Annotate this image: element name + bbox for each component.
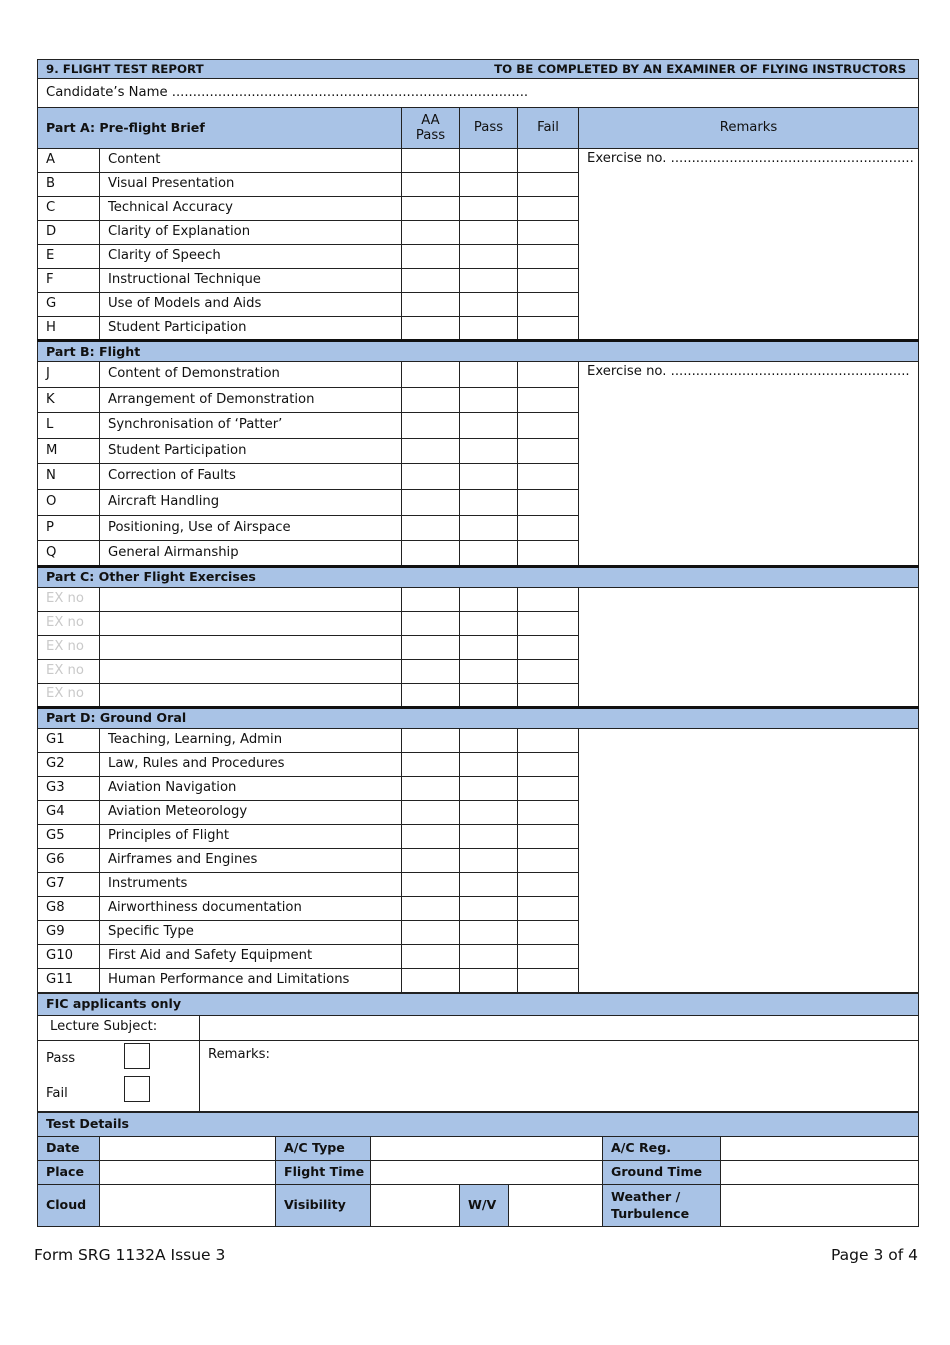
pass-cell[interactable] xyxy=(460,611,518,635)
fail-cell[interactable] xyxy=(518,896,579,920)
fail-cell[interactable] xyxy=(518,387,579,413)
item-code: H xyxy=(38,317,100,341)
aa-pass-cell[interactable] xyxy=(402,920,460,944)
item-label[interactable] xyxy=(100,659,402,683)
aa-pass-cell[interactable] xyxy=(402,848,460,872)
item-label: Specific Type xyxy=(100,920,402,944)
item-label: Synchronisation of ‘Patter’ xyxy=(100,413,402,439)
fail-cell[interactable] xyxy=(518,438,579,464)
part-d-header xyxy=(38,707,919,728)
candidate-name-field[interactable]: Candidate’s Name ..................................................................................... xyxy=(38,79,919,108)
item-code: G7 xyxy=(38,872,100,896)
fail-cell[interactable] xyxy=(518,659,579,683)
aa-pass-cell[interactable] xyxy=(402,149,460,173)
fail-cell[interactable] xyxy=(518,752,579,776)
item-code: EX no xyxy=(38,683,100,707)
test-details-title: Test Details xyxy=(38,1112,919,1136)
part-a-header xyxy=(38,108,919,149)
item-label[interactable] xyxy=(100,611,402,635)
ac-reg-label: A/C Reg. xyxy=(603,1136,721,1160)
pass-cell[interactable] xyxy=(460,587,518,611)
aa-pass-cell[interactable] xyxy=(402,413,460,439)
aa-pass-cell[interactable] xyxy=(402,944,460,968)
item-label: Student Participation xyxy=(100,317,402,341)
item-code: F xyxy=(38,269,100,293)
item-label: Instructional Technique xyxy=(100,269,402,293)
fail-cell[interactable] xyxy=(518,197,579,221)
item-label: Use of Models and Aids xyxy=(100,293,402,317)
flight-test-report-form xyxy=(37,59,918,1227)
item-code: G6 xyxy=(38,848,100,872)
fail-cell[interactable] xyxy=(518,269,579,293)
aa-pass-header: AA Pass xyxy=(402,108,460,149)
item-label: Airframes and Engines xyxy=(100,848,402,872)
aa-pass-cell[interactable] xyxy=(402,438,460,464)
pass-cell[interactable] xyxy=(460,413,518,439)
pass-cell[interactable] xyxy=(460,824,518,848)
part-b-rows xyxy=(38,362,919,567)
title-row xyxy=(38,60,919,79)
item-code: A xyxy=(38,149,100,173)
fail-cell[interactable] xyxy=(518,611,579,635)
aa-pass-cell[interactable] xyxy=(402,635,460,659)
item-label: Clarity of Explanation xyxy=(100,221,402,245)
cloud-field[interactable] xyxy=(100,1184,276,1226)
place-field[interactable] xyxy=(100,1160,276,1184)
item-code: G xyxy=(38,293,100,317)
item-code: J xyxy=(38,362,100,388)
test-details-table xyxy=(37,1112,919,1227)
part-c-header xyxy=(38,566,919,587)
aa-pass-cell[interactable] xyxy=(402,197,460,221)
item-code: G8 xyxy=(38,896,100,920)
aa-pass-cell[interactable] xyxy=(402,387,460,413)
item-code: EX no xyxy=(38,659,100,683)
item-code: EX no xyxy=(38,587,100,611)
item-code: G2 xyxy=(38,752,100,776)
item-code: G3 xyxy=(38,776,100,800)
table-row xyxy=(38,149,919,173)
pass-cell[interactable] xyxy=(460,683,518,707)
fail-cell[interactable] xyxy=(518,221,579,245)
item-label: Visual Presentation xyxy=(100,173,402,197)
pass-cell[interactable] xyxy=(460,920,518,944)
item-label: Aviation Meteorology xyxy=(100,800,402,824)
item-label: Principles of Flight xyxy=(100,824,402,848)
item-label: Law, Rules and Procedures xyxy=(100,752,402,776)
fic-header xyxy=(38,993,919,1015)
part-b-header xyxy=(38,341,919,362)
item-label: Airworthiness documentation xyxy=(100,896,402,920)
pass-cell[interactable] xyxy=(460,515,518,541)
item-label: Positioning, Use of Airspace xyxy=(100,515,402,541)
remarks-cell[interactable]: Exercise no. ......................................................... xyxy=(579,362,919,567)
item-code: L xyxy=(38,413,100,439)
ac-reg-field[interactable] xyxy=(721,1136,919,1160)
fail-cell[interactable] xyxy=(518,920,579,944)
aa-pass-cell[interactable] xyxy=(402,872,460,896)
aa-pass-cell[interactable] xyxy=(402,611,460,635)
part-d-rows xyxy=(38,728,919,992)
fail-cell[interactable] xyxy=(518,541,579,567)
fic-result-row xyxy=(38,1040,919,1111)
fail-cell[interactable] xyxy=(518,245,579,269)
part-a-title: Part A: Pre-flight Brief xyxy=(38,108,402,149)
item-label: Content of Demonstration xyxy=(100,362,402,388)
item-code: G4 xyxy=(38,800,100,824)
visibility-label: Visibility xyxy=(276,1184,371,1226)
pass-cell[interactable] xyxy=(460,541,518,567)
fail-cell[interactable] xyxy=(518,464,579,490)
pass-cell[interactable] xyxy=(460,317,518,341)
item-code: C xyxy=(38,197,100,221)
item-label[interactable] xyxy=(100,683,402,707)
wv-label: W/V xyxy=(460,1184,509,1226)
lecture-subject-field[interactable] xyxy=(200,1015,919,1040)
item-label: General Airmanship xyxy=(100,541,402,567)
place-label: Place xyxy=(38,1160,100,1184)
item-code: G9 xyxy=(38,920,100,944)
pass-cell[interactable] xyxy=(460,896,518,920)
aa-pass-cell[interactable] xyxy=(402,293,460,317)
aa-pass-cell[interactable] xyxy=(402,728,460,752)
aa-pass-cell[interactable] xyxy=(402,269,460,293)
pass-cell[interactable] xyxy=(460,872,518,896)
fail-cell[interactable] xyxy=(518,635,579,659)
fic-fail-checkbox[interactable] xyxy=(124,1076,150,1102)
fail-cell[interactable] xyxy=(518,872,579,896)
fail-cell[interactable] xyxy=(518,587,579,611)
aa-pass-cell[interactable] xyxy=(402,221,460,245)
item-label: Aircraft Handling xyxy=(100,489,402,515)
item-code: Q xyxy=(38,541,100,567)
item-label: First Aid and Safety Equipment xyxy=(100,944,402,968)
fail-cell[interactable] xyxy=(518,824,579,848)
fic-pass-checkbox[interactable] xyxy=(124,1043,150,1069)
item-label[interactable] xyxy=(100,587,402,611)
lecture-subject-label: Lecture Subject: xyxy=(38,1015,200,1040)
item-code: M xyxy=(38,438,100,464)
item-code: K xyxy=(38,387,100,413)
item-code: G10 xyxy=(38,944,100,968)
remarks-cell[interactable] xyxy=(579,587,919,707)
item-label[interactable] xyxy=(100,635,402,659)
weather-field[interactable] xyxy=(721,1184,919,1226)
pass-cell[interactable] xyxy=(460,221,518,245)
visibility-field[interactable] xyxy=(371,1184,460,1226)
form-title: 9. FLIGHT TEST REPORT xyxy=(46,61,204,76)
item-code: G5 xyxy=(38,824,100,848)
fail-cell[interactable] xyxy=(518,489,579,515)
aa-pass-cell[interactable] xyxy=(402,489,460,515)
pass-cell[interactable] xyxy=(460,173,518,197)
item-code: EX no xyxy=(38,635,100,659)
aa-pass-cell[interactable] xyxy=(402,587,460,611)
part-c-rows xyxy=(38,587,919,707)
aa-pass-cell[interactable] xyxy=(402,683,460,707)
fail-cell[interactable] xyxy=(518,293,579,317)
item-label: Correction of Faults xyxy=(100,464,402,490)
form-number: Form SRG 1132A Issue 3 xyxy=(34,1246,226,1264)
fic-remarks[interactable]: Remarks: xyxy=(200,1040,919,1111)
date-label: Date xyxy=(38,1136,100,1160)
test-row-2 xyxy=(38,1160,919,1184)
ground-time-field[interactable] xyxy=(721,1160,919,1184)
pass-cell[interactable] xyxy=(460,387,518,413)
aa-pass-cell[interactable] xyxy=(402,776,460,800)
fail-cell[interactable] xyxy=(518,800,579,824)
weather-label: Weather / Turbulence xyxy=(603,1184,721,1226)
date-field[interactable] xyxy=(100,1136,276,1160)
pass-cell[interactable] xyxy=(460,968,518,992)
pass-cell[interactable] xyxy=(460,489,518,515)
pass-cell[interactable] xyxy=(460,800,518,824)
pass-cell[interactable] xyxy=(460,848,518,872)
aa-pass-cell[interactable] xyxy=(402,541,460,567)
pass-cell[interactable] xyxy=(460,197,518,221)
pass-cell[interactable] xyxy=(460,776,518,800)
item-label: Technical Accuracy xyxy=(100,197,402,221)
pass-cell[interactable] xyxy=(460,293,518,317)
item-label: Human Performance and Limitations xyxy=(100,968,402,992)
item-code: B xyxy=(38,173,100,197)
aa-pass-cell[interactable] xyxy=(402,896,460,920)
ac-type-label: A/C Type xyxy=(276,1136,371,1160)
item-code: G1 xyxy=(38,728,100,752)
test-details-header xyxy=(38,1112,919,1136)
item-code: EX no xyxy=(38,611,100,635)
fail-cell[interactable] xyxy=(518,362,579,388)
pass-cell[interactable] xyxy=(460,245,518,269)
table-row xyxy=(38,587,919,611)
pass-cell[interactable] xyxy=(460,464,518,490)
fail-cell[interactable] xyxy=(518,968,579,992)
item-code: N xyxy=(38,464,100,490)
item-label: Content xyxy=(100,149,402,173)
pass-cell[interactable] xyxy=(460,269,518,293)
aa-pass-cell[interactable] xyxy=(402,173,460,197)
item-label: Teaching, Learning, Admin xyxy=(100,728,402,752)
item-code: O xyxy=(38,489,100,515)
table-row xyxy=(38,362,919,388)
candidate-row xyxy=(38,79,919,108)
pass-header: Pass xyxy=(460,108,518,149)
aa-pass-cell[interactable] xyxy=(402,800,460,824)
aa-pass-cell[interactable] xyxy=(402,968,460,992)
fail-cell[interactable] xyxy=(518,173,579,197)
fail-cell[interactable] xyxy=(518,776,579,800)
part-c-title: Part C: Other Flight Exercises xyxy=(38,566,919,587)
item-code: G11 xyxy=(38,968,100,992)
aa-pass-cell[interactable] xyxy=(402,464,460,490)
pass-cell[interactable] xyxy=(460,635,518,659)
fail-cell[interactable] xyxy=(518,413,579,439)
test-row-3 xyxy=(38,1184,919,1226)
remarks-cell[interactable]: Exercise no. .......................................................... xyxy=(579,149,919,341)
fail-cell[interactable] xyxy=(518,317,579,341)
part-b-title: Part B: Flight xyxy=(38,341,919,362)
test-row-1 xyxy=(38,1136,919,1160)
form-subtitle: TO BE COMPLETED BY AN EXAMINER OF FLYING INSTRUCTORS xyxy=(494,61,907,76)
aa-pass-cell[interactable] xyxy=(402,515,460,541)
part-d-title: Part D: Ground Oral xyxy=(38,707,919,728)
pass-cell[interactable] xyxy=(460,438,518,464)
item-code: P xyxy=(38,515,100,541)
pass-cell[interactable] xyxy=(460,728,518,752)
pass-cell[interactable] xyxy=(460,944,518,968)
fic-fail-label: Fail xyxy=(46,1085,68,1101)
aa-pass-cell[interactable] xyxy=(402,362,460,388)
fail-cell[interactable] xyxy=(518,728,579,752)
table-row xyxy=(38,728,919,752)
item-code: E xyxy=(38,245,100,269)
remarks-header: Remarks xyxy=(579,108,919,149)
lecture-row xyxy=(38,1015,919,1040)
item-label: Student Participation xyxy=(100,438,402,464)
ac-type-field[interactable] xyxy=(371,1136,603,1160)
aa-pass-cell[interactable] xyxy=(402,659,460,683)
item-label: Clarity of Speech xyxy=(100,245,402,269)
pass-cell[interactable] xyxy=(460,362,518,388)
pass-cell[interactable] xyxy=(460,149,518,173)
item-label: Instruments xyxy=(100,872,402,896)
aa-pass-cell[interactable] xyxy=(402,245,460,269)
flight-time-label: Flight Time xyxy=(276,1160,371,1184)
pass-cell[interactable] xyxy=(460,752,518,776)
page-number: Page 3 of 4 xyxy=(831,1246,918,1264)
fail-cell[interactable] xyxy=(518,683,579,707)
flight-time-field[interactable] xyxy=(371,1160,603,1184)
pass-cell[interactable] xyxy=(460,659,518,683)
ground-time-label: Ground Time xyxy=(603,1160,721,1184)
fail-cell[interactable] xyxy=(518,149,579,173)
aa-pass-cell[interactable] xyxy=(402,317,460,341)
report-table xyxy=(37,59,919,993)
aa-pass-cell[interactable] xyxy=(402,752,460,776)
aa-pass-cell[interactable] xyxy=(402,824,460,848)
remarks-cell[interactable] xyxy=(579,728,919,992)
fail-header: Fail xyxy=(518,108,579,149)
fail-cell[interactable] xyxy=(518,515,579,541)
cloud-label: Cloud xyxy=(38,1184,100,1226)
fail-cell[interactable] xyxy=(518,944,579,968)
part-a-rows xyxy=(38,149,919,341)
item-label: Arrangement of Demonstration xyxy=(100,387,402,413)
fic-title: FIC applicants only xyxy=(38,993,919,1015)
wv-field[interactable] xyxy=(509,1184,603,1226)
item-label: Aviation Navigation xyxy=(100,776,402,800)
fic-table xyxy=(37,993,919,1112)
fic-pass-label: Pass xyxy=(46,1050,76,1066)
item-code: D xyxy=(38,221,100,245)
fail-cell[interactable] xyxy=(518,848,579,872)
